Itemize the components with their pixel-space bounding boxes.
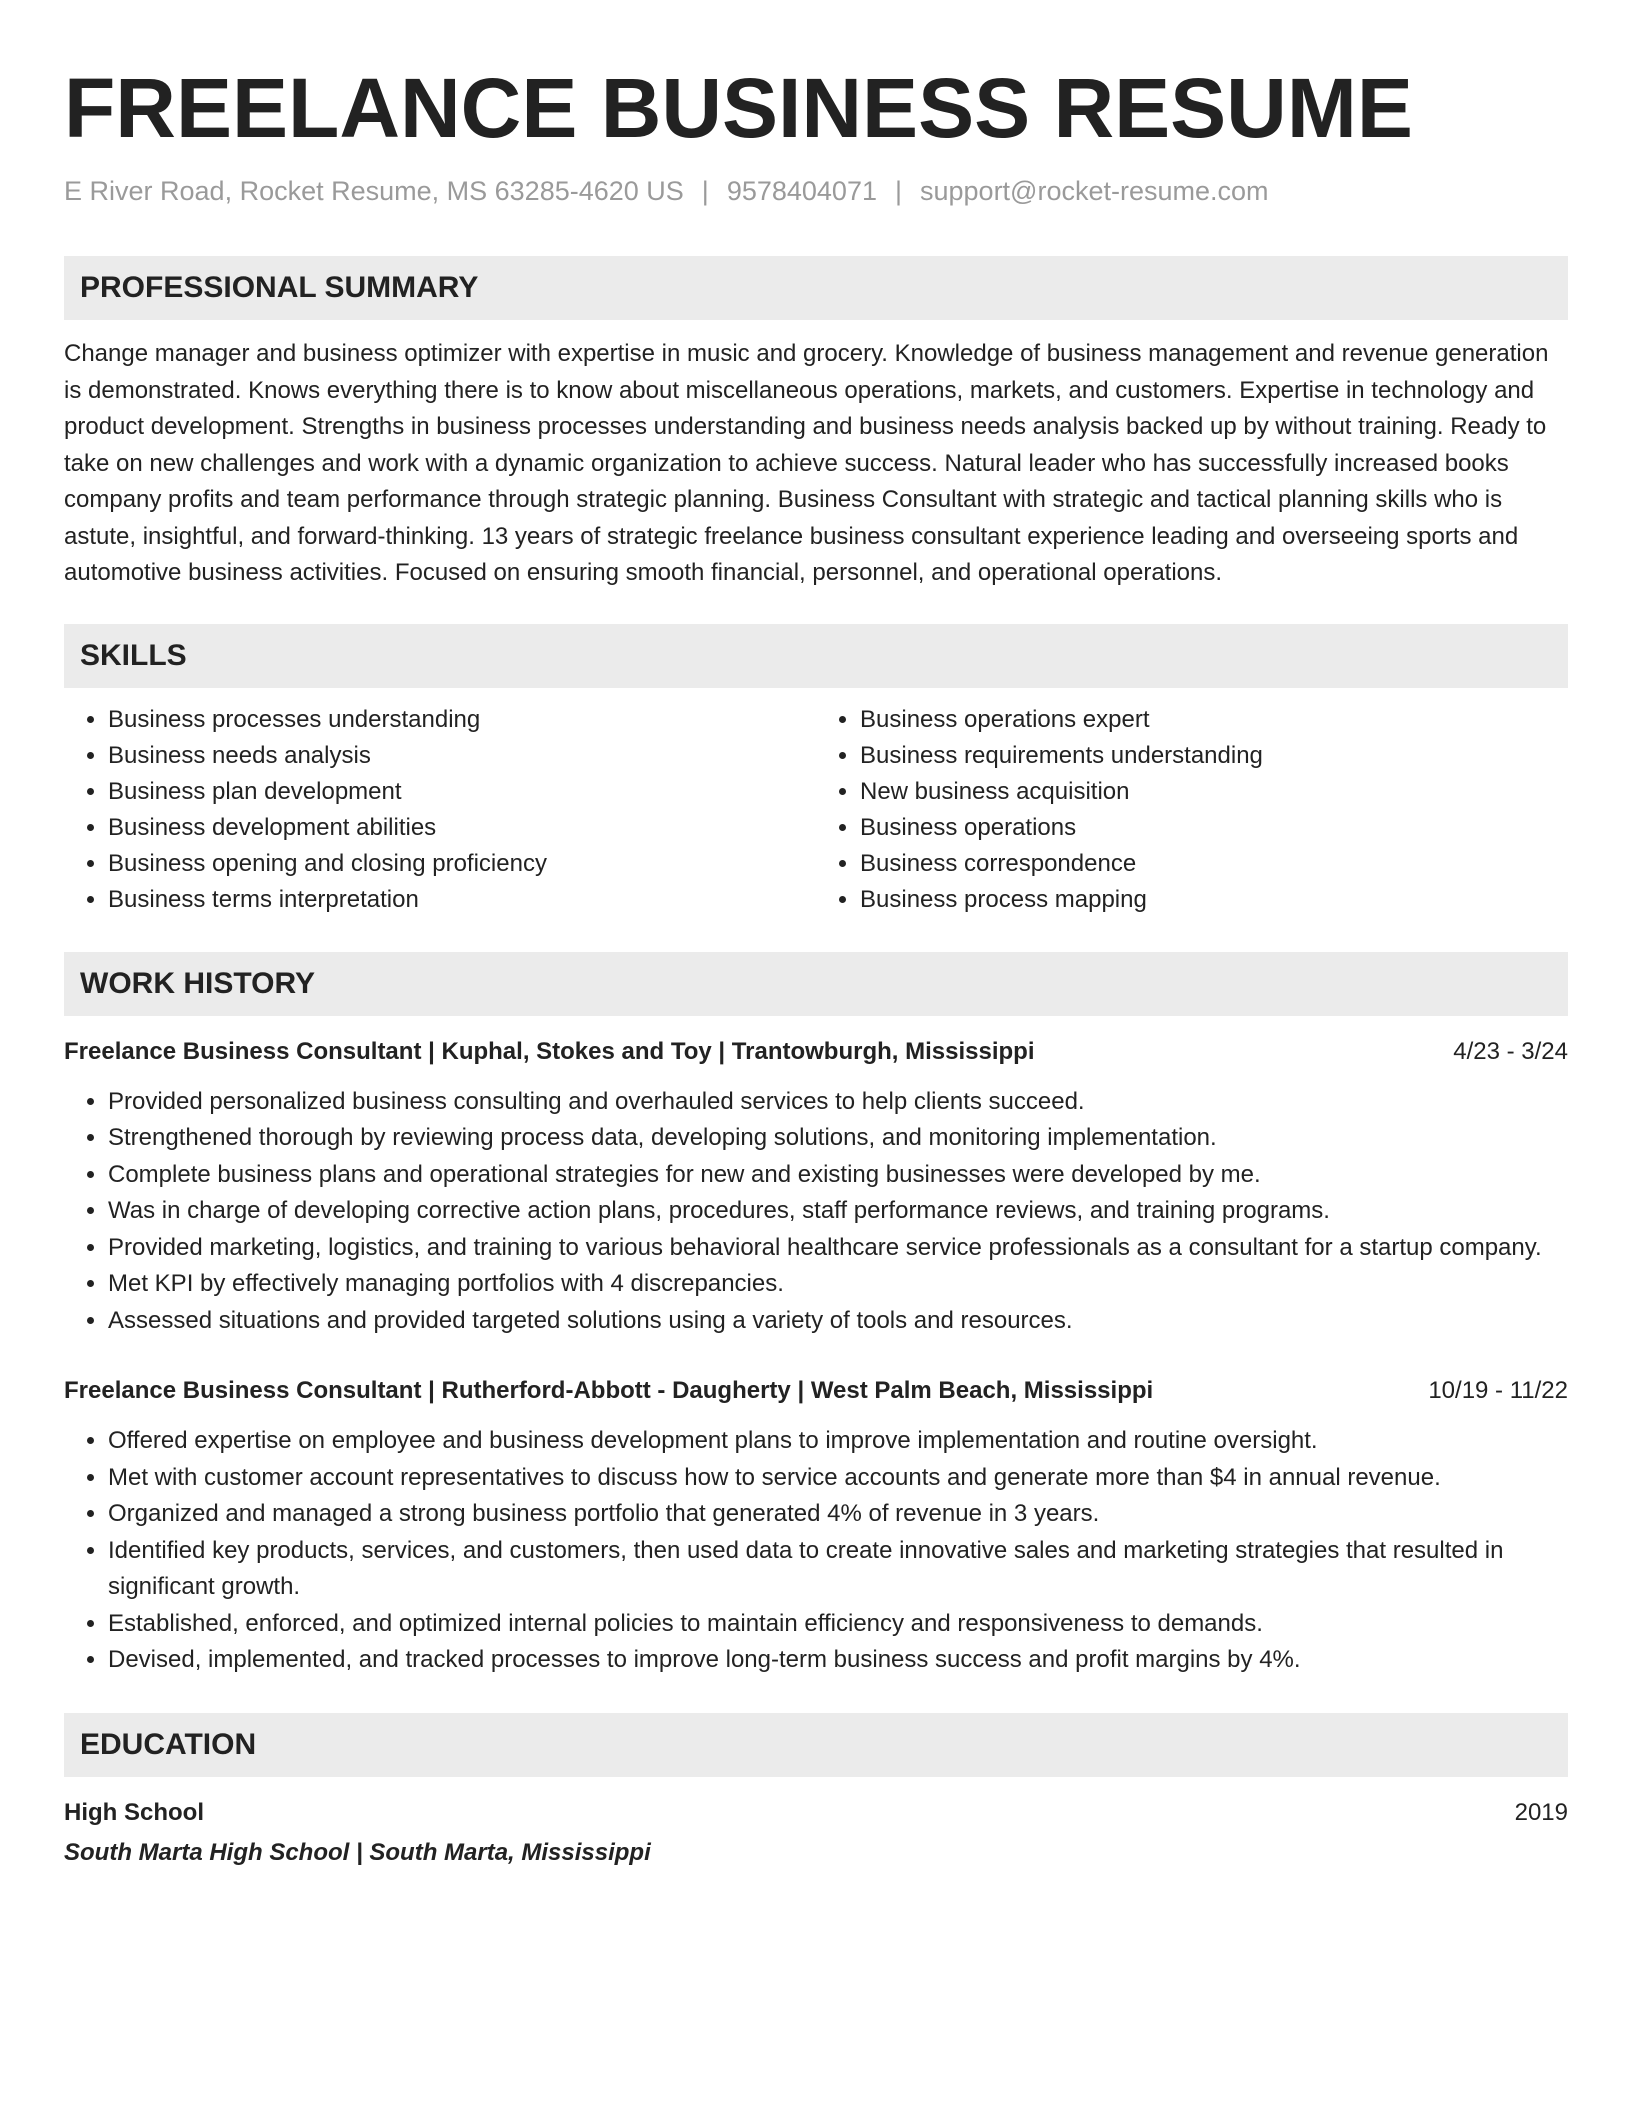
- job-dates: 4/23 - 3/24: [1453, 1037, 1568, 1065]
- education-header: [64, 1795, 1568, 1831]
- job-bullet: • Complete business plans and operational strategies for new and existing businesses were developed by me.: [108, 1157, 1568, 1194]
- skill-item: • New business acquisition: [860, 774, 1568, 810]
- job-bullet: • Was in charge of developing corrective action plans, procedures, staff performance reviews, and training programs.: [108, 1193, 1568, 1230]
- job-entry: [64, 1373, 1568, 1679]
- summary-text: Change manager and business optimizer with expertise in music and grocery. Knowledge of business management and revenue generation is demonstrated. Knows everything there is to know about miscellaneous operations, markets, and customers. Expertise in technology and product development. Strengths in business processes understanding and business needs analysis backed up by without training. Ready to take on new challenges and work with a dynamic organization to achieve success. Natural leader who has successfully increased books company profits and team performance through strategic planning. Business Consultant with strategic and tactical planning skills who is astute, insightful, and forward-thinking. 13 years of strategic freelance business consultant experience leading and overseeing sports and automotive business activities. Focused on ensuring smooth financial, personnel, and operational operations.: [64, 340, 1549, 586]
- contact-separator: |: [894, 176, 902, 206]
- education-entry: [64, 1795, 1568, 1871]
- job-bullet: • Strengthened thorough by reviewing process data, developing solutions, and monitoring implementation.: [108, 1120, 1568, 1157]
- job-bullet: • Provided marketing, logistics, and training to various behavioral healthcare service professionals as a consultant for a startup company.: [108, 1230, 1568, 1267]
- work-history-heading: WORK HISTORY: [64, 952, 1568, 1016]
- skill-item: • Business development abilities: [108, 810, 816, 846]
- education-school: South Marta High School | South Marta, Mississippi: [64, 1838, 651, 1866]
- contact-phone: 9578404071: [726, 176, 877, 206]
- contact-address: E River Road, Rocket Resume, MS 63285-4620 US: [64, 176, 684, 206]
- skill-item: • Business processes understanding: [108, 702, 816, 738]
- skills-heading: SKILLS: [64, 624, 1568, 688]
- job-bullet: • Devised, implemented, and tracked processes to improve long-term business success and profit margins by 4%.: [108, 1642, 1568, 1679]
- skill-item: • Business terms interpretation: [108, 882, 816, 918]
- skills-columns: [64, 702, 1568, 918]
- skill-item: • Business plan development: [108, 774, 816, 810]
- resume-title: FREELANCE BUSINESS RESUME: [64, 61, 1413, 155]
- skill-item: • Business process mapping: [860, 882, 1568, 918]
- job-bullet: • Offered expertise on employee and business development plans to improve implementation and routine oversight.: [108, 1423, 1568, 1460]
- education-year: 2019: [1514, 1798, 1568, 1826]
- job-bullet: • Met with customer account representatives to discuss how to service accounts and generate more than $4 in annual revenue.: [108, 1460, 1568, 1497]
- skill-item: • Business opening and closing proficiency: [108, 846, 816, 882]
- job-title: Freelance Business Consultant | Kuphal, Stokes and Toy | Trantowburgh, Mississippi: [64, 1037, 1035, 1065]
- skill-item: • Business correspondence: [860, 846, 1568, 882]
- education-degree: High School: [64, 1798, 204, 1826]
- skill-item: • Business operations expert: [860, 702, 1568, 738]
- summary-heading: PROFESSIONAL SUMMARY: [64, 256, 1568, 320]
- education-heading: EDUCATION: [64, 1713, 1568, 1777]
- job-bullet: • Provided personalized business consulting and overhauled services to help clients succeed.: [108, 1084, 1568, 1121]
- job-header: [64, 1373, 1568, 1409]
- job-bullet: • Organized and managed a strong business portfolio that generated 4% of revenue in 3 years.: [108, 1496, 1568, 1533]
- job-entry: [64, 1034, 1568, 1340]
- job-bullet: • Met KPI by effectively managing portfolios with 4 discrepancies.: [108, 1266, 1568, 1303]
- skill-item: • Business operations: [860, 810, 1568, 846]
- job-bullet: • Established, enforced, and optimized internal policies to maintain efficiency and responsiveness to demands.: [108, 1606, 1568, 1643]
- job-bullets: [64, 1423, 1568, 1679]
- skills-right-list: [816, 702, 1568, 918]
- contact-email: support@rocket-resume.com: [920, 176, 1269, 206]
- contact-line: [64, 174, 1568, 208]
- skills-left-list: [64, 702, 816, 918]
- contact-separator: |: [701, 176, 709, 206]
- job-bullet: • Assessed situations and provided targeted solutions using a variety of tools and resources.: [108, 1303, 1568, 1340]
- skill-item: • Business needs analysis: [108, 738, 816, 774]
- job-header: [64, 1034, 1568, 1070]
- skill-item: • Business requirements understanding: [860, 738, 1568, 774]
- job-bullets: [64, 1084, 1568, 1340]
- job-bullet: • Identified key products, services, and customers, then used data to create innovative sales and marketing strategies that resulted in significant growth.: [108, 1533, 1568, 1606]
- job-title: Freelance Business Consultant | Rutherford-Abbott - Daugherty | West Palm Beach, Mississippi: [64, 1377, 1154, 1404]
- job-dates: 10/19 - 11/22: [1428, 1377, 1568, 1404]
